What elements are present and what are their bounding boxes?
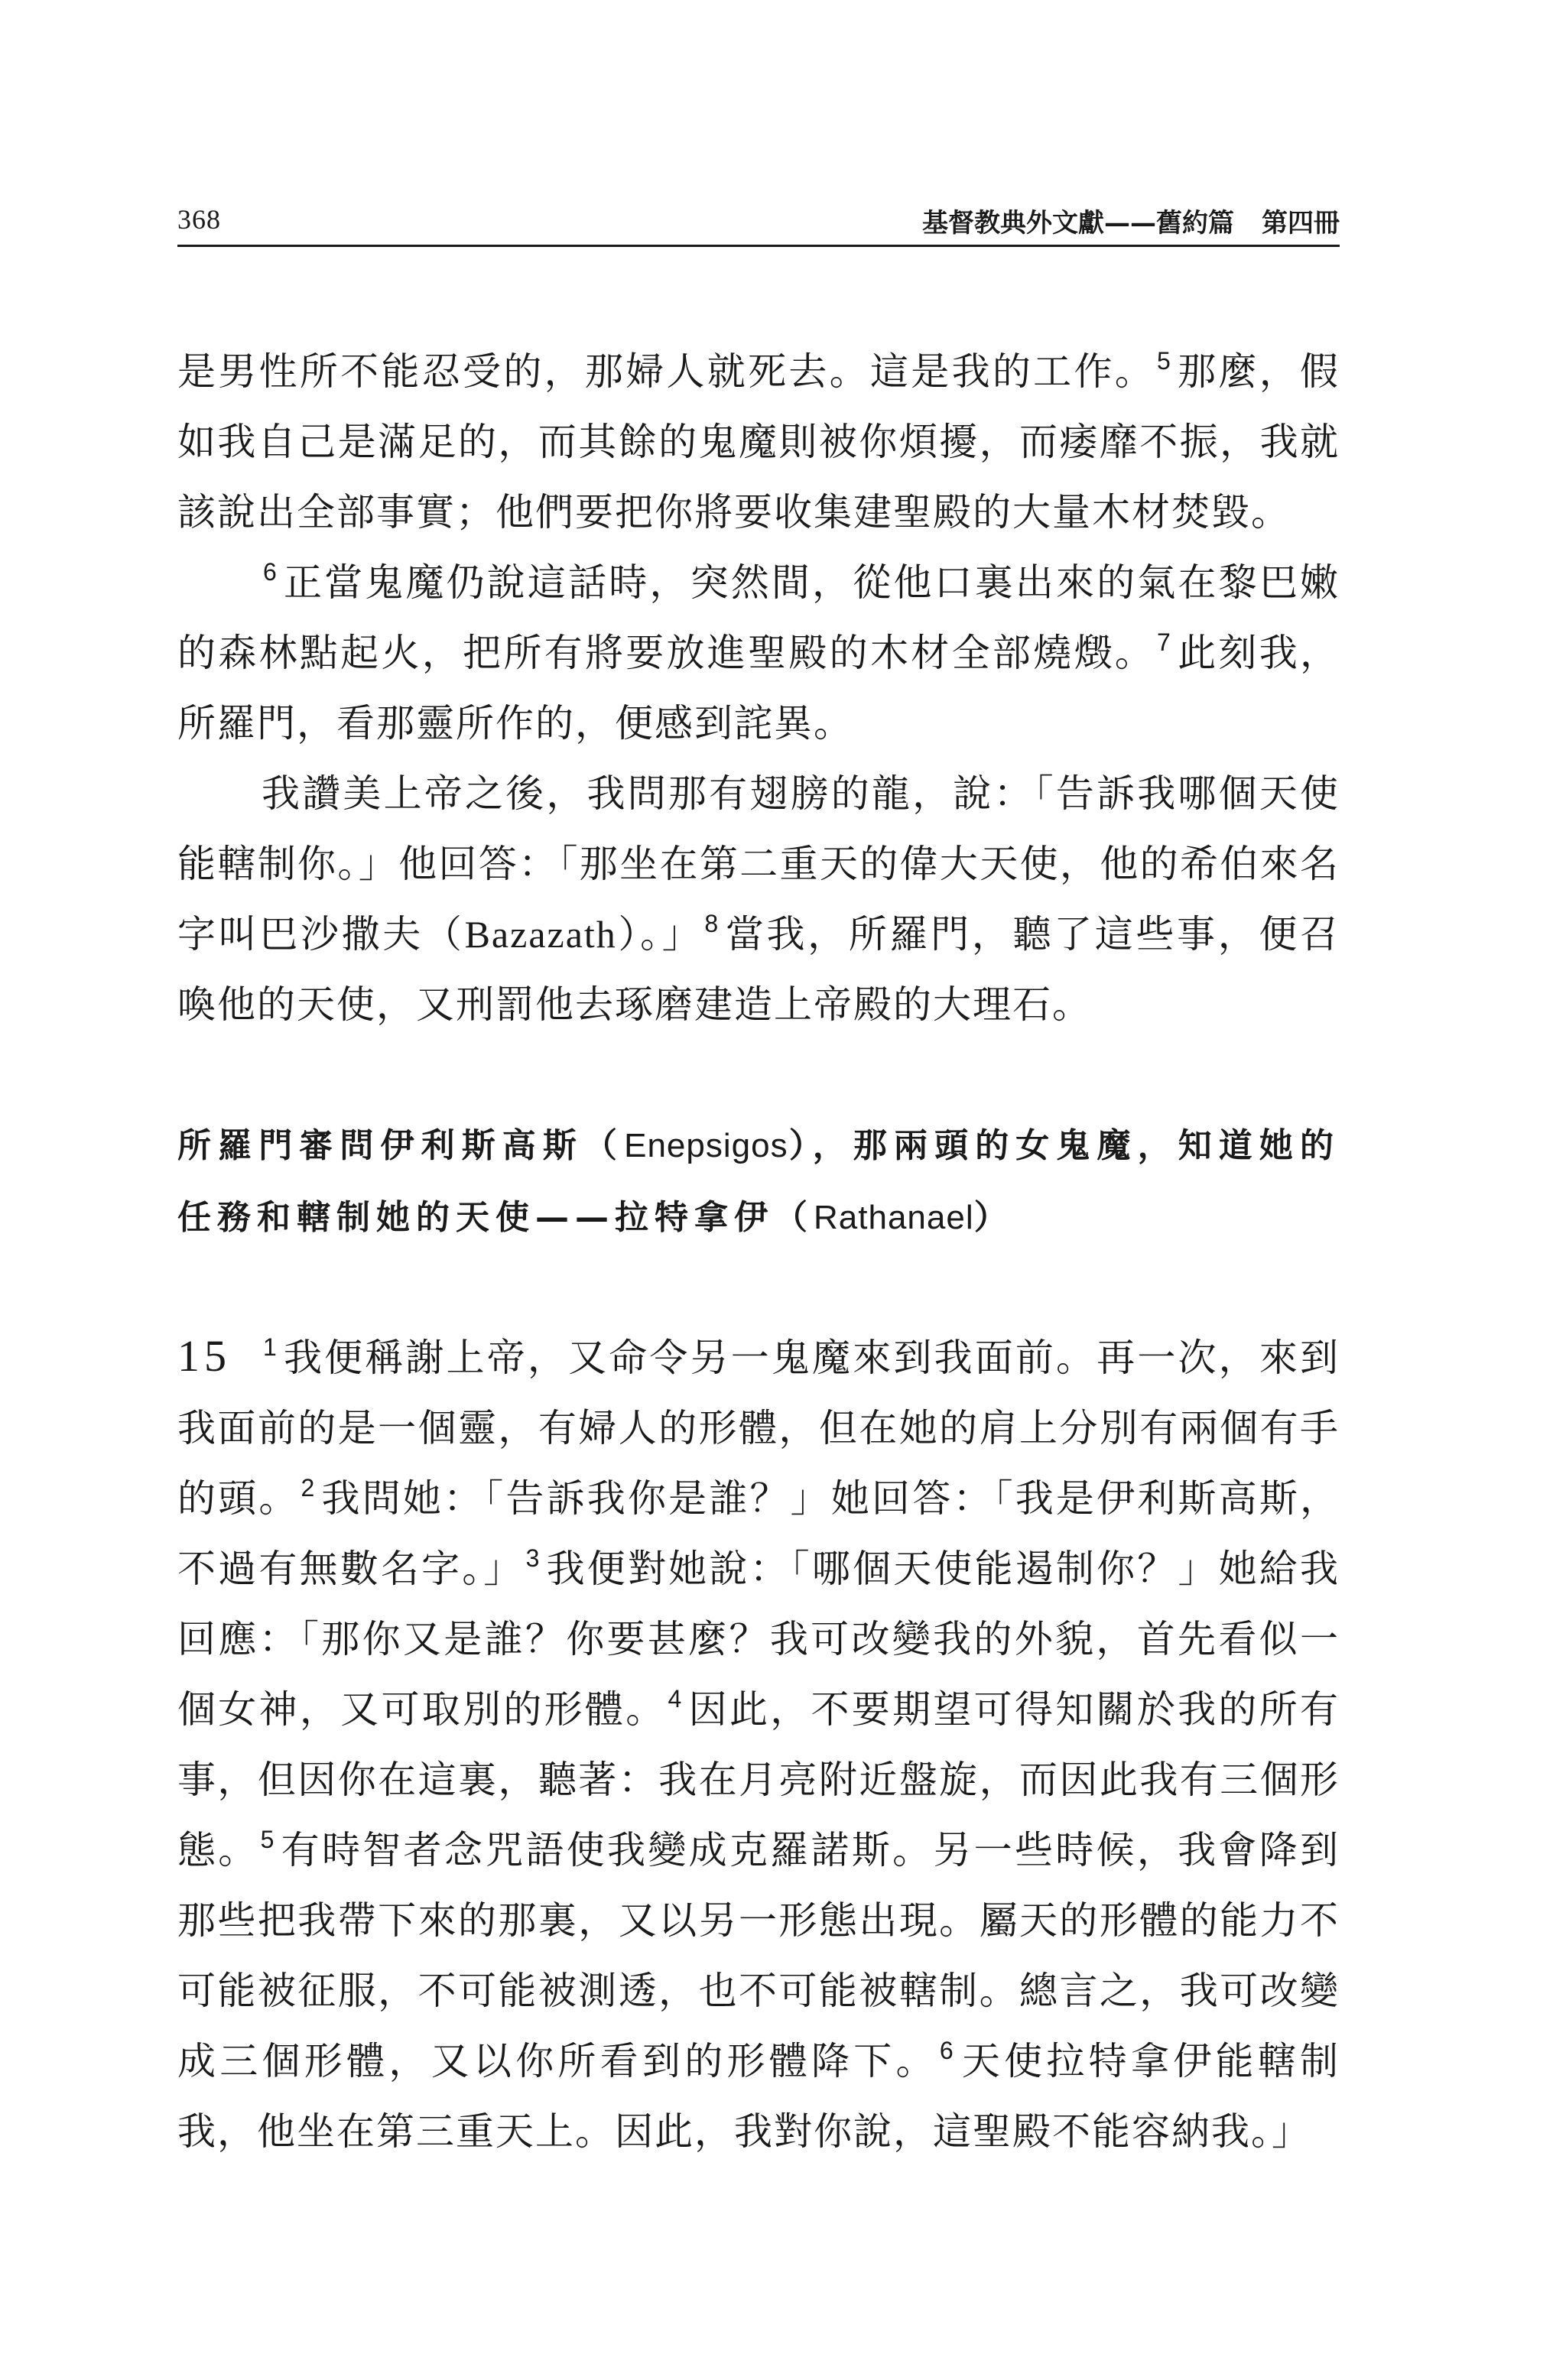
text-run: 我讚美上帝之後，我問那有翅膀的龍，說：「告訴我哪個天使能轄制你。」他回答：「那坐在第二重天的偉大天使，他的希伯來名字叫巴沙撒夫（ [177, 771, 1340, 956]
latin-name: Bazazath [464, 913, 617, 956]
verse-number: 4 [668, 1685, 684, 1713]
verse-number: 5 [1157, 347, 1172, 375]
verse-number: 7 [1157, 628, 1172, 656]
verse-number: 6 [263, 558, 278, 586]
page-number: 368 [177, 204, 221, 235]
heading-latin-name: Enepsigos [624, 1127, 788, 1164]
volume-label: 第四冊 [1262, 208, 1340, 239]
text-run: 我問她：「告訴我你是誰？」她回答：「我是伊利斯高斯，不過有無數名字。」 [177, 1476, 1340, 1591]
text-run: 此刻我，所羅門，看那靈所作的，便感到詫異。 [177, 631, 1340, 745]
section-heading [177, 1110, 1340, 1254]
verse-number: 6 [939, 2037, 955, 2064]
page-body [177, 336, 1340, 2167]
verse-number: 3 [525, 1544, 541, 1572]
text-run: 正當鬼魔仍說這話時，突然間，從他口裏出來的氣在黎巴嫩的森林點起火，把所有將要放進聖殿的木材全部燒燬。 [177, 560, 1340, 675]
text-run: 是男性所不能忍受的，那婦人就死去。這是我的工作。 [177, 349, 1156, 394]
text-run: 那麼，假如我自己是滿足的，而其餘的鬼魔則被你煩擾，而痿靡不振，我就該說出全部事實；他們要把你將要收集建聖殿的大量木材焚毀。 [177, 349, 1340, 534]
text-run: 因此，不要期望可得知關於我的所有事，但因你在這裏，聽著：我在月亮附近盤旋，而因此我有三個形態。 [177, 1687, 1340, 1872]
paragraph [177, 758, 1340, 1040]
text-run: 我便對她說：「哪個天使能遏制你？」她給我回應：「那你又是誰？你要甚麼？我可改變我的外貌，首先看似一個女神，又可取別的形體。 [177, 1547, 1340, 1732]
running-title [922, 202, 1340, 239]
heading-text: ） [973, 1198, 1014, 1237]
text-run: 天使拉特拿伊能轄制我，他坐在第三重天上。因此，我對你說，這聖殿不能容納我。」 [177, 2039, 1340, 2154]
paragraph [177, 336, 1340, 547]
chapter-paragraph [177, 1321, 1340, 2167]
book-title: 基督教典外文獻——舊約篇 [922, 208, 1234, 239]
paragraph [177, 547, 1340, 758]
verse-number: 1 [263, 1333, 278, 1361]
running-header [177, 197, 1340, 247]
heading-latin-name: Rathanael [814, 1199, 974, 1236]
verse-number: 2 [301, 1474, 317, 1502]
text-run: 我便稱謝上帝，又命令另一鬼魔來到我面前。再一次，來到我面前的是一個靈，有婦人的形體，但在她的肩上分別有兩個有手的頭。 [177, 1336, 1340, 1521]
heading-text: ），那兩頭的女鬼魔，知道她的任務和轄制她的天使——拉特拿伊（ [177, 1126, 1340, 1237]
chapter-text [177, 1333, 1340, 2154]
heading-text: 所羅門審問伊利斯高斯（ [177, 1126, 625, 1165]
verse-number: 5 [260, 1826, 276, 1853]
text-run: 當我，所羅門，聽了這些事，便召喚他的天使，又刑罰他去琢磨建造上帝殿的大理石。 [177, 912, 1340, 1027]
chapter-number: 15 [177, 1331, 231, 1381]
text-run: ）。」 [616, 912, 703, 956]
text-run: 有時智者念咒語使我變成克羅諾斯。另一些時候，我會降到那些把我帶下來的那裏，又以另一形態出現。屬天的形體的能力不可能被征服，不可能被測透，也不可能被轄制。總言之，我可改變成三個形體，又以你所看到的形體降下。 [177, 1828, 1340, 2083]
verse-number: 8 [704, 910, 720, 937]
